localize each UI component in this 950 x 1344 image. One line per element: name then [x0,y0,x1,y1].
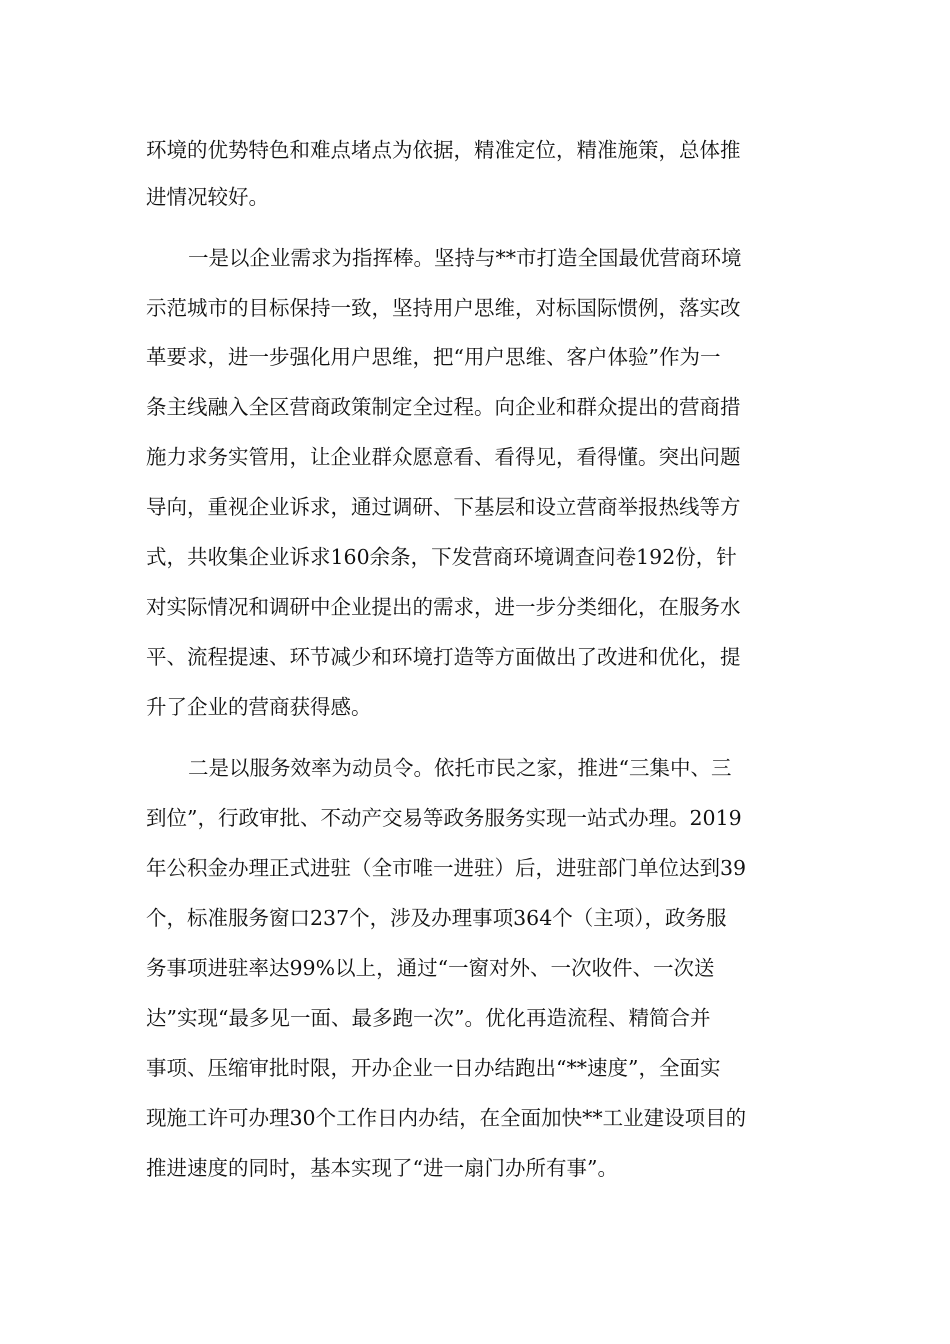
paragraph-2-line-2: 示范城市的目标保持一致，坚持用户思维，对标国际惯例，落实改 [146,296,741,320]
paragraph-2-line-4: 条主线融入全区营商政策制定全过程。向企业和群众提出的营商措 [146,395,741,419]
paragraph-3-line-5: 务事项进驻率达99%以上，通过“一窗对外、一次收件、一次送 [146,956,715,980]
paragraph-3-line-3: 年公积金办理正式进驻（全市唯一进驻）后，进驻部门单位达到39 [146,856,747,880]
paragraph-1-line-1: 环境的优势特色和难点堵点为依据，精准定位，精准施策，总体推 [146,138,741,162]
paragraph-2-line-9: 平、流程提速、环节减少和环境打造等方面做出了改进和优化，提 [146,645,741,669]
paragraph-2-line-3: 革要求，进一步强化用户思维，把“用户思维、客户体验”作为一 [146,345,721,369]
paragraph-2-line-5: 施力求务实管用，让企业群众愿意看、看得见，看得懂。突出问题 [146,445,741,469]
paragraph-3-line-8: 现施工许可办理30个工作日内办结，在全面加快**工业建设项目的 [146,1106,747,1130]
paragraph-3-line-7: 事项、压缩审批时限，开办企业一日办结跑出“**速度”，全面实 [146,1056,721,1080]
paragraph-2-line-10: 升了企业的营商获得感。 [146,695,372,719]
paragraph-3-line-2: 到位”，行政审批、不动产交易等政务服务实现一站式办理。2019 [146,806,742,830]
paragraph-2-line-8: 对实际情况和调研中企业提出的需求，进一步分类细化，在服务水 [146,595,741,619]
paragraph-3-line-6: 达”实现“最多见一面、最多跑一次”。优化再造流程、精简合并 [146,1006,711,1030]
paragraph-1-line-2: 进情况较好。 [146,185,269,209]
paragraph-3-line-4: 个，标准服务窗口237个，涉及办理事项364个（主项），政务服 [146,906,727,930]
paragraph-2-line-7: 式，共收集企业诉求160余条，下发营商环境调查问卷192份，针 [146,545,737,569]
paragraph-2-line-6: 导向，重视企业诉求，通过调研、下基层和设立营商举报热线等方 [146,495,741,519]
paragraph-3-line-9: 推进速度的同时，基本实现了“进一扇门办所有事”。 [146,1156,618,1180]
paragraph-2-line-1: 一是以企业需求为指挥棒。坚持与**市打造全国最优营商环境 [188,246,742,270]
paragraph-3-line-1: 二是以服务效率为动员令。依托市民之家，推进“三集中、三 [188,756,732,780]
